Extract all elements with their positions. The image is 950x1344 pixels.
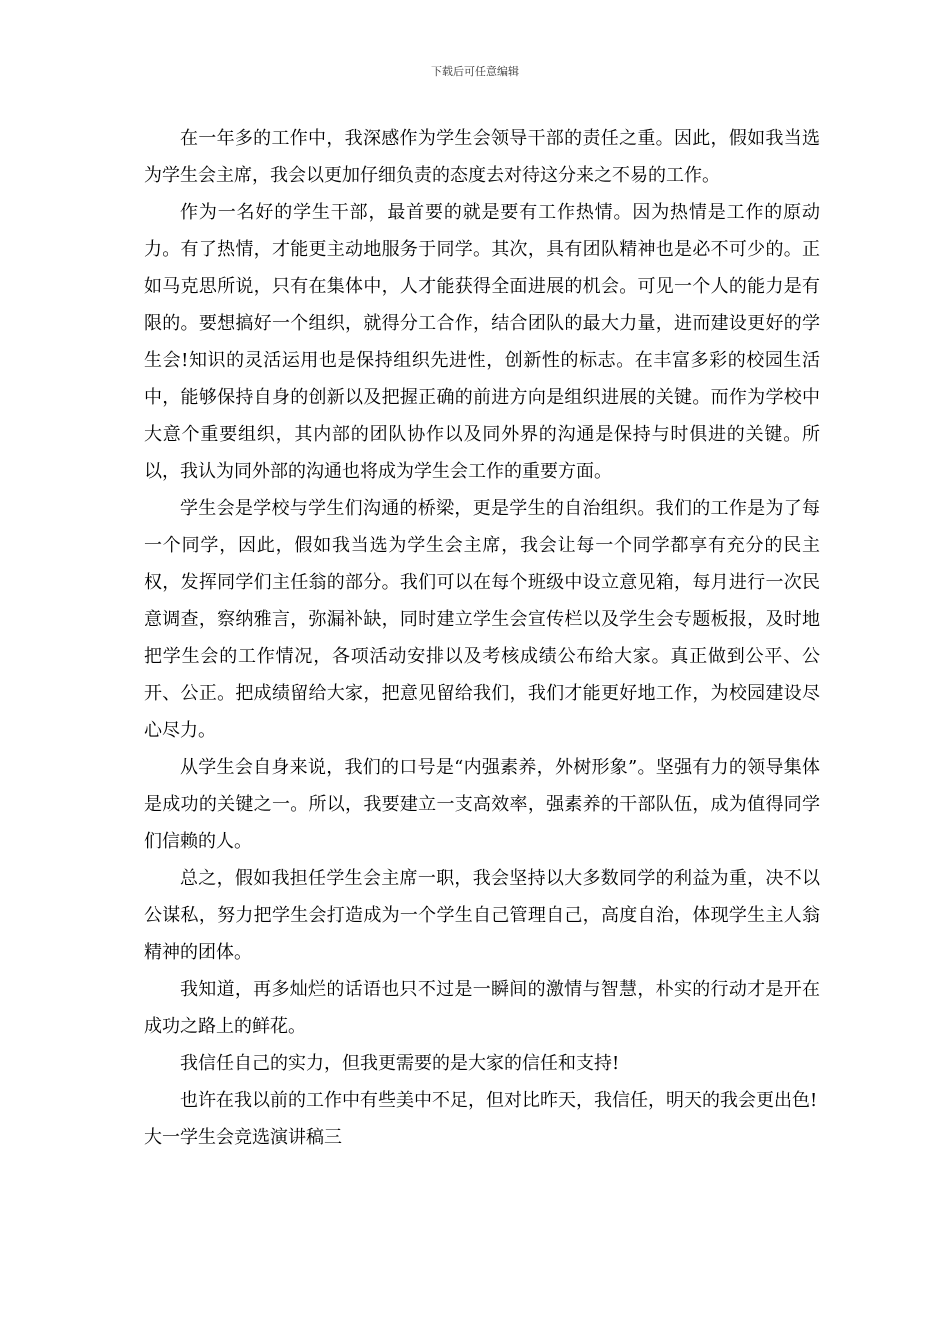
paragraph: 总之，假如我担任学生会主席一职，我会坚持以大多数同学的利益为重，决不以公谋私，努力把学生会打造成为一个学生自己管理自己，高度自治，体现学生主人翁精神的团体。 xyxy=(144,868,820,963)
page-header: 下载后可任意编辑 xyxy=(431,65,519,78)
document-body xyxy=(144,120,820,1156)
paragraph: 我知道，再多灿烂的话语也只不过是一瞬间的激情与智慧，朴实的行动才是开在成功之路上的鲜花。 xyxy=(144,979,820,1037)
paragraph: 我信任自己的实力，但我更需要的是大家的信任和支持! xyxy=(180,1053,620,1074)
section-heading: 大一学生会竞选演讲稿三 xyxy=(144,1127,342,1148)
paragraph: 也许在我以前的工作中有些美中不足，但对比昨天，我信任，明天的我会更出色! xyxy=(180,1090,818,1111)
paragraph: 从学生会自身来说，我们的口号是“内强素养，外树形象”。坚强有力的领导集体是成功的关键之一。所以，我要建立一支高效率，强素养的干部队伍，成为值得同学们信赖的人。 xyxy=(144,757,820,852)
paragraph: 作为一名好的学生干部，最首要的就是要有工作热情。因为热情是工作的原动力。有了热情，才能更主动地服务于同学。其次，具有团队精神也是必不可少的。正如马克思所说，只有在集体中，人才能获得全面进展的机会。可见一个人的能力是有限的。要想搞好一个组织，就得分工合作，结合团队的最大力量，进而建设更好的学生会!知识的灵活运用也是保持组织先进性，创新性的标志。在丰富多彩的校园生活中，能够保持自身的创新以及把握正确的前进方向是组织进展的关键。而作为学校中大意个重要组织，其内部的团队协作以及同外界的沟通是保持与时俱进的关键。所以，我认为同外部的沟通也将成为学生会工作的重要方面。 xyxy=(144,202,820,482)
paragraph: 学生会是学校与学生们沟通的桥梁，更是学生的自治组织。我们的工作是为了每一个同学，因此，假如我当选为学生会主席，我会让每一个同学都享有充分的民主权，发挥同学们主任翁的部分。我们可以在每个班级中设立意见箱，每月进行一次民意调查，察纳雅言，弥漏补缺，同时建立学生会宣传栏以及学生会专题板报，及时地把学生会的工作情况，各项活动安排以及考核成绩公布给大家。真正做到公平、公开、公正。把成绩留给大家，把意见留给我们，我们才能更好地工作，为校园建设尽心尽力。 xyxy=(144,498,820,741)
paragraph: 在一年多的工作中，我深感作为学生会领导干部的责任之重。因此，假如我当选为学生会主席，我会以更加仔细负责的态度去对待这分来之不易的工作。 xyxy=(144,128,820,186)
